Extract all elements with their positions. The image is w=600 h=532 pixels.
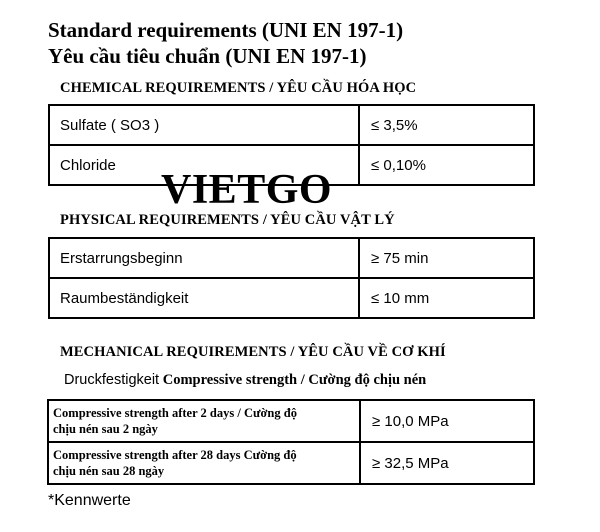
requirement-name: Raumbeständigkeit [49, 278, 359, 318]
requirement-value: ≤ 10 mm [359, 278, 534, 318]
vietgo-watermark: VIETGO [161, 167, 333, 213]
requirement-name-line: Compressive strength after 2 days / Cường độ [53, 406, 297, 420]
footnote: *Kennwerte [48, 492, 131, 509]
physical-requirements-table [48, 237, 535, 319]
subheading-german: Druckfestigkeit [64, 372, 160, 388]
table-row [48, 442, 534, 484]
requirement-value: ≤ 0,10% [359, 145, 534, 185]
requirement-value: ≥ 10,0 MPa [360, 400, 534, 442]
requirement-name: Chloride [49, 145, 359, 185]
requirement-value: ≤ 3,5% [359, 105, 534, 145]
compressive-strength-subheading [64, 372, 426, 389]
table-row [49, 238, 534, 278]
requirement-name-line: chịu nén sau 28 ngày [53, 464, 165, 478]
requirement-name [48, 400, 360, 442]
requirement-name [48, 442, 360, 484]
subheading-english-vietnamese: Compressive strength / Cường độ chịu nén [162, 372, 427, 388]
table-row [49, 105, 534, 145]
mechanical-requirements-table [47, 399, 535, 485]
requirement-name: Erstarrungsbeginn [49, 238, 359, 278]
requirement-name-line: chịu nén sau 2 ngày [53, 422, 158, 436]
chemical-requirements-heading: CHEMICAL REQUIREMENTS / YÊU CẦU HÓA HỌC [60, 80, 417, 96]
requirement-value: ≥ 75 min [359, 238, 534, 278]
requirement-value: ≥ 32,5 MPa [360, 442, 534, 484]
document-title-vietnamese: Yêu cầu tiêu chuẩn (UNI EN 197-1) [48, 44, 367, 68]
physical-requirements-heading: PHYSICAL REQUIREMENTS / YÊU CẦU VẬT LÝ [60, 212, 395, 228]
table-row [49, 278, 534, 318]
requirement-name: Sulfate ( SO3 ) [49, 105, 359, 145]
table-row [48, 400, 534, 442]
mechanical-requirements-heading: MECHANICAL REQUIREMENTS / YÊU CẦU VỀ CƠ KHÍ [60, 344, 446, 360]
document-title: Standard requirements (UNI EN 197-1) [48, 18, 404, 42]
requirement-name-line: Compressive strength after 28 days Cường độ [53, 448, 297, 462]
